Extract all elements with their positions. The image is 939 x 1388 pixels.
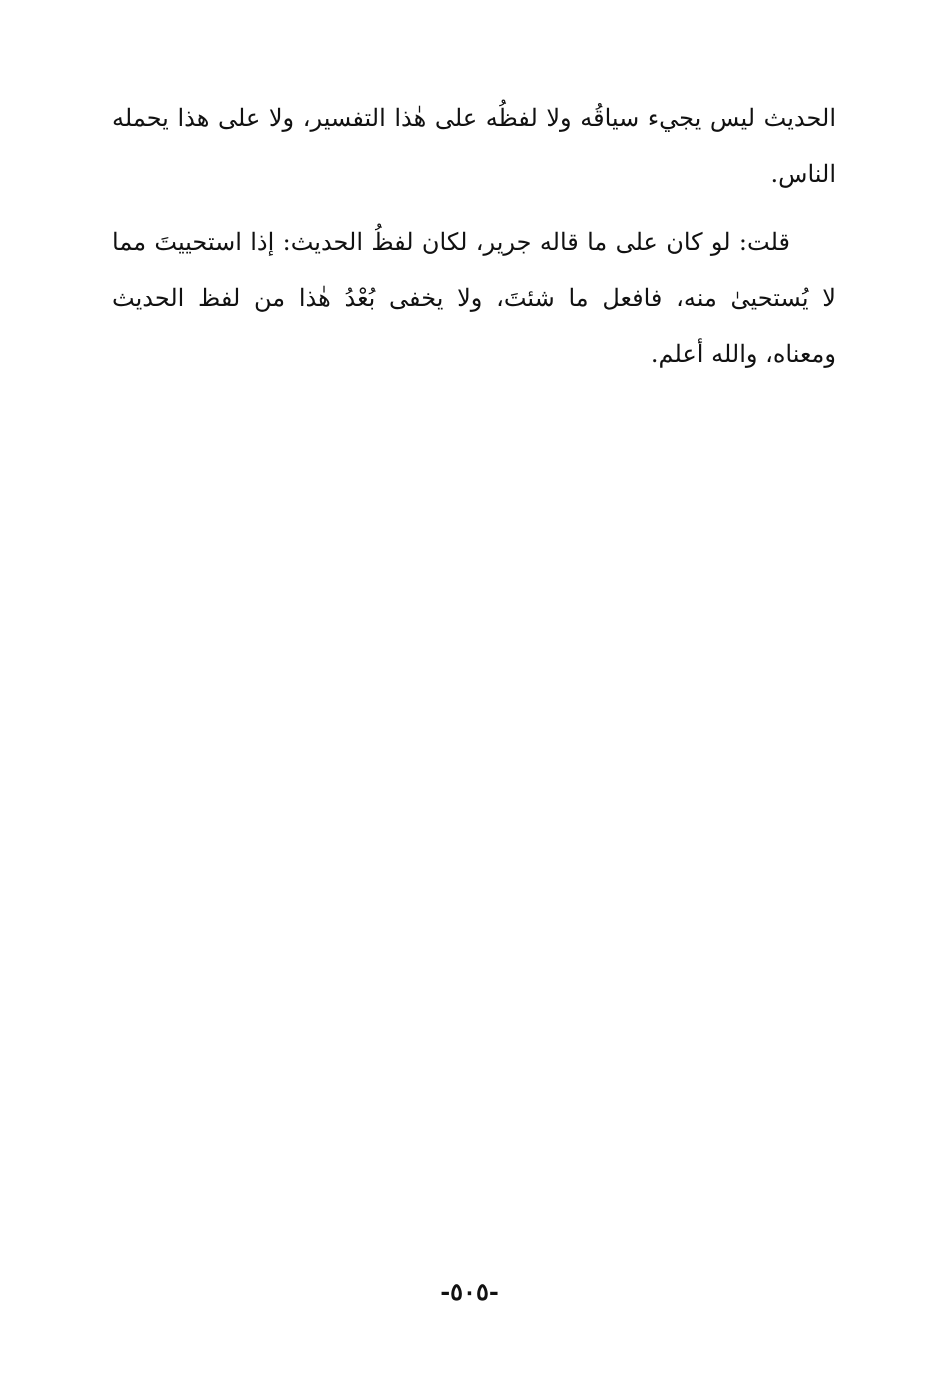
paragraph-2: قلت: لو كان على ما قاله جرير، لكان لفظُ الحديث: إذا استحييتَ مما لا يُستحيىٰ منه، فافعل ما شئتَ، ولا يخفى بُعْدُ هٰذا من لفظ الحديث ومعناه، والله أعلم.: [112, 228, 836, 368]
page-number: -٥٠٥-: [440, 1277, 499, 1306]
paragraph-1: الحديث ليس يجيء سياقُه ولا لفظُه على هٰذا التفسير، ولا على هذا يحمله الناس.: [112, 104, 836, 188]
body-text: [112, 90, 836, 394]
